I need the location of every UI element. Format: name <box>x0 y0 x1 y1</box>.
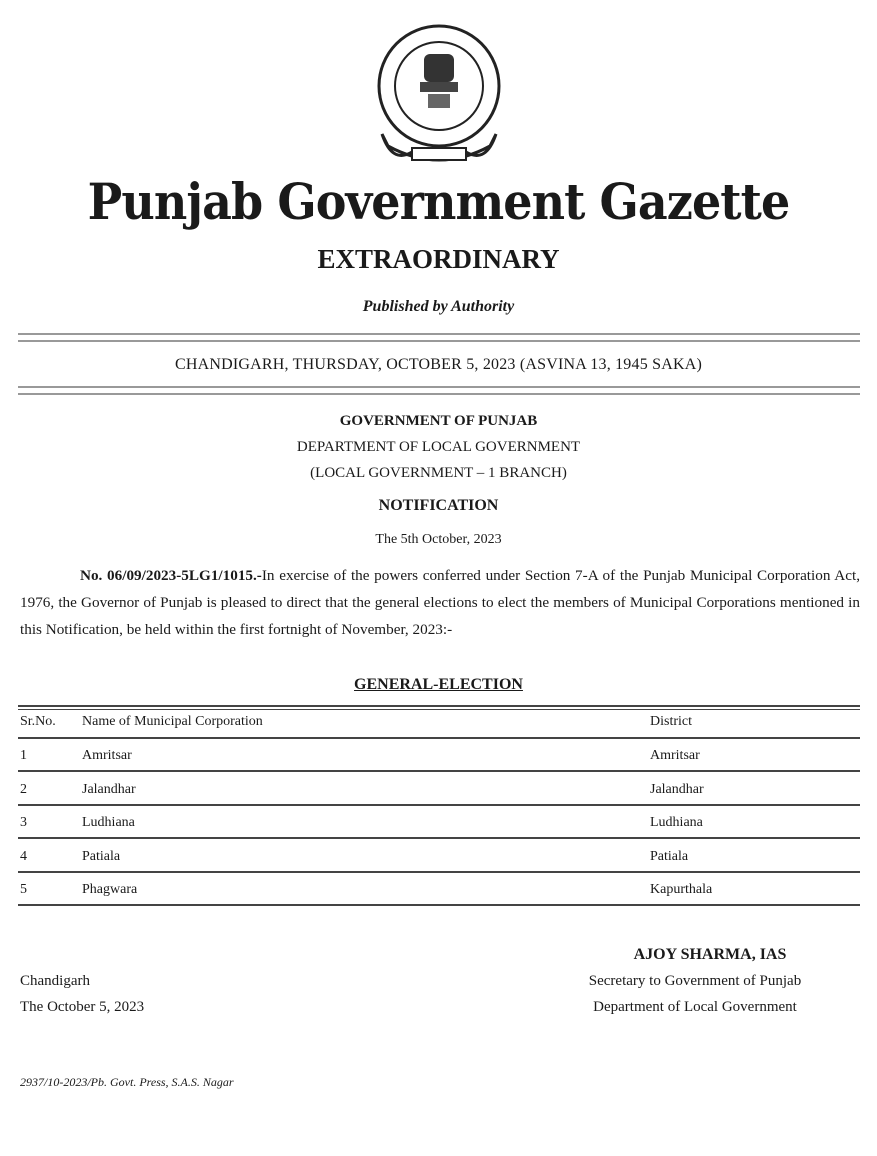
header-corporation: Name of Municipal Corporation <box>82 714 263 729</box>
signatory-department: Department of Local Government <box>593 999 797 1015</box>
dept-heading: DEPARTMENT OF LOCAL GOVERNMENT <box>296 439 581 455</box>
cell-district: Ludhiana <box>650 815 703 830</box>
table-rule <box>18 904 860 906</box>
cell-corporation: Jalandhar <box>82 781 136 797</box>
cell-corporation: Patiala <box>82 848 121 864</box>
cell-srno: 4 <box>20 848 27 864</box>
divider <box>18 340 860 342</box>
header-srno: Sr.No. <box>20 714 56 729</box>
divider <box>18 386 860 388</box>
cell-corporation: Ludhiana <box>82 815 135 830</box>
cell-corporation: Phagwara <box>82 882 138 897</box>
published-by: Published by Authority <box>362 298 515 315</box>
cell-district: Kapurthala <box>650 882 713 897</box>
table-rule <box>18 770 860 772</box>
header-district: District <box>650 714 692 729</box>
cell-srno: 2 <box>20 781 27 797</box>
table-rule <box>18 709 860 710</box>
cell-srno: 3 <box>20 815 27 830</box>
cell-district: Patiala <box>650 848 689 864</box>
gazette-title: Punjab Government Gazette <box>87 172 790 231</box>
cell-srno: 1 <box>20 748 27 763</box>
dateline: CHANDIGARH, THURSDAY, OCTOBER 5, 2023 (ASVINA 13, 1945 SAKA) <box>174 356 702 373</box>
table-rule <box>18 871 860 873</box>
table-rule <box>18 837 860 839</box>
signatory-designation: Secretary to Government of Punjab <box>588 973 802 989</box>
branch-heading: (LOCAL GOVERNMENT – 1 BRANCH) <box>310 465 567 481</box>
notification-date: The 5th October, 2023 <box>375 532 502 547</box>
notification-number: No. 06/09/2023-5LG1/1015.- <box>80 567 262 584</box>
notification-text: In exercise of the powers conferred under Section 7-A of the Punjab Municipal Corporation Act, 1976, the Governor of Punjab is pleased to direct that the general elections to elect the members of Municipal Corporations mentioned in this Notification, be held within the first fortnight of November, 2023:- <box>20 567 860 638</box>
table-title: GENERAL-ELECTION <box>354 676 523 693</box>
table-rule <box>18 804 860 806</box>
cell-corporation: Amritsar <box>82 748 132 763</box>
divider <box>18 393 860 395</box>
state-emblem-seal <box>372 24 506 172</box>
notification-heading: NOTIFICATION <box>378 497 499 514</box>
cell-srno: 5 <box>20 882 27 897</box>
divider <box>18 333 860 335</box>
sign-date: The October 5, 2023 <box>20 999 145 1015</box>
cell-district: Amritsar <box>650 748 700 763</box>
table-rule <box>18 737 860 739</box>
cell-district: Jalandhar <box>650 781 704 797</box>
gazette-subtitle: EXTRAORDINARY <box>317 244 560 274</box>
press-footer: 2937/10-2023/Pb. Govt. Press, S.A.S. Nagar <box>20 1075 234 1089</box>
table-rule <box>18 705 860 707</box>
place: Chandigarh <box>20 973 90 989</box>
signatory-name: AJOY SHARMA, IAS <box>633 946 787 963</box>
govt-heading: GOVERNMENT OF PUNJAB <box>339 413 538 429</box>
notification-body <box>20 562 860 643</box>
